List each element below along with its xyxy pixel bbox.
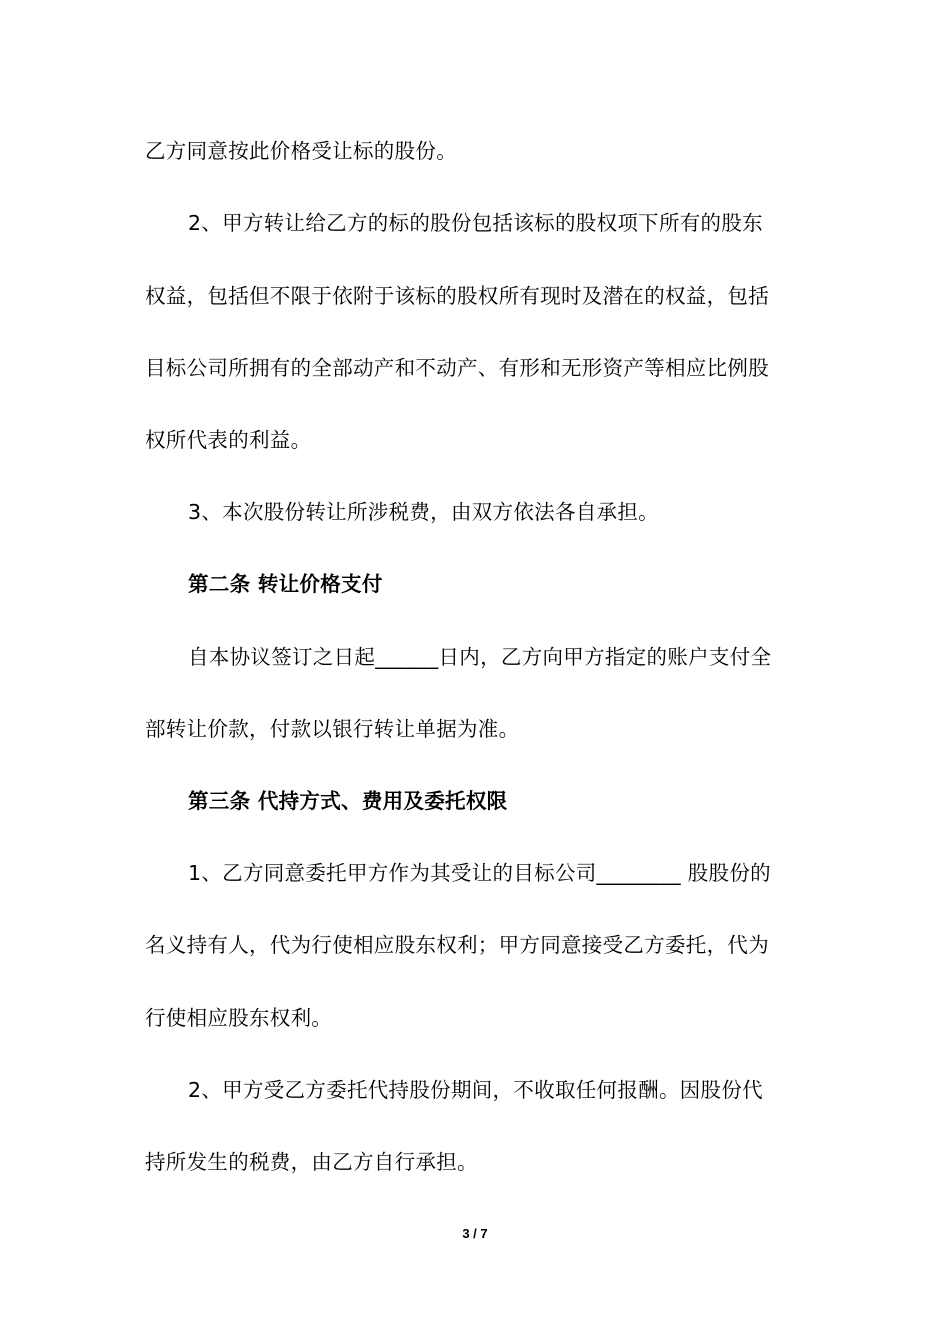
clause-item-1-line: 1、乙方同意委托甲方作为其受让的目标公司________ 股股份的 xyxy=(188,861,771,885)
paragraph-line: 持所发生的税费，由乙方自行承担。 xyxy=(145,1150,478,1174)
paragraph-line: 权益，包括但不限于依附于该标的股权所有现时及潜在的权益，包括 xyxy=(145,284,769,308)
section-heading-article-3: 第三条 代持方式、费用及委托权限 xyxy=(188,789,508,813)
page-number: 3 / 7 xyxy=(462,1226,488,1241)
clause-item-3-line: 3、本次股份转让所涉税费，由双方依法各自承担。 xyxy=(188,500,659,524)
clause-item-2-line: 2、甲方受乙方委托代持股份期间，不收取任何报酬。因股份代 xyxy=(188,1078,763,1102)
paragraph-line: 名义持有人，代为行使相应股东权利；甲方同意接受乙方委托，代为 xyxy=(145,933,769,957)
paragraph-line: 乙方同意按此价格受让标的股份。 xyxy=(145,139,457,163)
paragraph-line: 部转让价款，付款以银行转让单据为准。 xyxy=(145,717,520,741)
payment-clause-line: 自本协议签订之日起______日内，乙方向甲方指定的账户支付全 xyxy=(188,645,772,669)
paragraph-line: 行使相应股东权利。 xyxy=(145,1006,333,1030)
paragraph-line: 目标公司所拥有的全部动产和不动产、有形和无形资产等相应比例股 xyxy=(145,356,769,380)
section-heading-article-2: 第二条 转让价格支付 xyxy=(188,572,383,596)
paragraph-line: 权所代表的利益。 xyxy=(145,428,312,452)
clause-item-2-line: 2、甲方转让给乙方的标的股份包括该标的股权项下所有的股东 xyxy=(188,211,763,235)
